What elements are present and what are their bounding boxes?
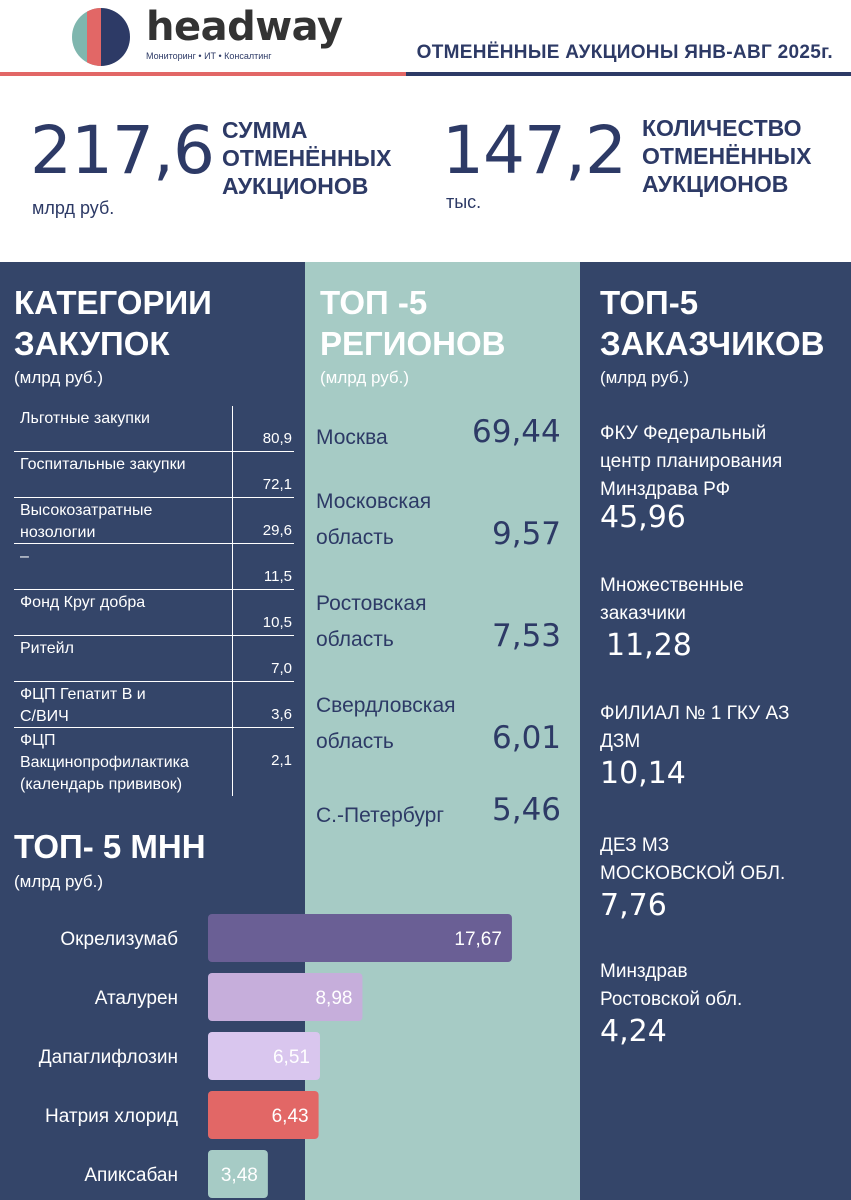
customer-value: 4,24	[600, 1014, 667, 1049]
customers-subtitle: (млрд руб.)	[600, 368, 690, 387]
kpi-count-value: 147,2	[442, 112, 626, 189]
logo-text: headway	[146, 4, 343, 50]
category-name: Госпитальные закупки	[20, 456, 186, 473]
header-divider-red	[0, 72, 406, 76]
kpi-sum-label: СУММА ОТМЕНЁННЫХ АУКЦИОНОВ	[222, 117, 392, 199]
customer-value: 10,14	[600, 756, 686, 791]
region-value: 5,46	[492, 792, 562, 828]
category-name: Высокозатратные нозологии	[20, 502, 153, 541]
report-title: ОТМЕНЁННЫЕ АУКЦИОНЫ ЯНВ-АВГ 2025г.	[416, 42, 833, 63]
kpi-count-unit: тыс.	[446, 192, 482, 212]
header	[0, 0, 851, 80]
customers-title: ТОП-5 ЗАКАЗЧИКОВ	[600, 284, 825, 362]
mnn-bar-chart	[0, 900, 560, 1200]
customer-value: 11,28	[606, 628, 692, 663]
mnn-subtitle: (млрд руб.)	[14, 872, 104, 891]
kpi-count-label: КОЛИЧЕСТВО ОТМЕНЁННЫХ АУКЦИОНОВ	[642, 115, 812, 197]
customer-name: ДЕЗ МЗ МОСКОВСКОЙ ОБЛ.	[600, 835, 786, 884]
mnn-value-label: 3,48	[220, 1165, 258, 1186]
mnn-value-label: 6,43	[271, 1106, 309, 1127]
table-row	[14, 682, 294, 728]
customer-value: 45,96	[600, 500, 686, 535]
mnn-category-label: Аталурен	[94, 988, 178, 1009]
mnn-category-label: Апиксабан	[84, 1165, 178, 1186]
customer-value: 7,76	[600, 888, 667, 923]
region-value: 7,53	[492, 618, 562, 654]
category-name: Льготные закупки	[20, 410, 150, 427]
category-value: 3,6	[271, 706, 292, 723]
category-name: Фонд Круг добра	[20, 594, 146, 611]
kpi-sum-unit: млрд руб.	[32, 198, 115, 218]
mnn-category-label: Окрелизумаб	[60, 929, 178, 950]
customer-name: ФКУ Федеральный центр планирования Минздрава РФ	[600, 423, 783, 500]
mnn-value-label: 8,98	[315, 988, 353, 1009]
region-value: 69,44	[472, 414, 561, 450]
table-row	[14, 406, 294, 452]
table-row	[14, 452, 294, 498]
region-value: 6,01	[492, 720, 562, 756]
mnn-category-label: Дапаглифлозин	[38, 1047, 178, 1068]
customer-name: Минздрав Ростовской обл.	[600, 961, 743, 1010]
mnn-value-label: 6,51	[272, 1047, 310, 1068]
table-row	[14, 544, 294, 590]
category-value: 11,5	[263, 568, 292, 585]
category-value: 72,1	[262, 476, 292, 493]
category-name: –	[20, 548, 29, 565]
mnn-category-label: Натрия хлорид	[45, 1106, 178, 1127]
regions-title: ТОП -5 РЕГИОНОВ	[320, 284, 506, 362]
category-value: 80,9	[262, 430, 292, 447]
table-row	[14, 498, 294, 544]
customer-name: ФИЛИАЛ № 1 ГКУ АЗ ДЗМ	[600, 703, 790, 752]
region-name: С.-Петербург	[316, 804, 444, 827]
table-row	[14, 728, 294, 796]
region-name: Свердловская область	[316, 694, 456, 753]
table-row	[14, 636, 294, 682]
region-name: Московская область	[316, 490, 432, 549]
region-name: Москва	[316, 426, 388, 449]
category-value: 29,6	[262, 522, 292, 539]
header-divider-navy	[406, 72, 851, 76]
category-value: 2,1	[271, 752, 292, 769]
logo-subtitle: Мониторинг • ИТ • Консалтинг	[146, 51, 272, 61]
category-value: 7,0	[271, 660, 292, 677]
regions-subtitle: (млрд руб.)	[320, 368, 410, 387]
category-name: ФЦП Вакцинопрофилактика (календарь прививок)	[20, 732, 189, 793]
region-name: Ростовская область	[316, 592, 427, 651]
category-name: ФЦП Гепатит В и С/ВИЧ	[20, 686, 146, 725]
region-value: 9,57	[492, 516, 562, 552]
category-value: 10,5	[262, 614, 292, 631]
categories-subtitle: (млрд руб.)	[14, 368, 104, 387]
category-name: Ритейл	[20, 640, 74, 657]
mnn-value-label: 17,67	[454, 929, 502, 950]
mnn-title: ТОП- 5 МНН	[14, 828, 206, 865]
customer-name: Множественные заказчики	[600, 575, 744, 624]
kpi-sum-value: 217,6	[30, 112, 214, 189]
categories-title: КАТЕГОРИИ ЗАКУПОК	[14, 284, 212, 362]
logo-mark-icon	[72, 8, 130, 66]
table-row	[14, 590, 294, 636]
